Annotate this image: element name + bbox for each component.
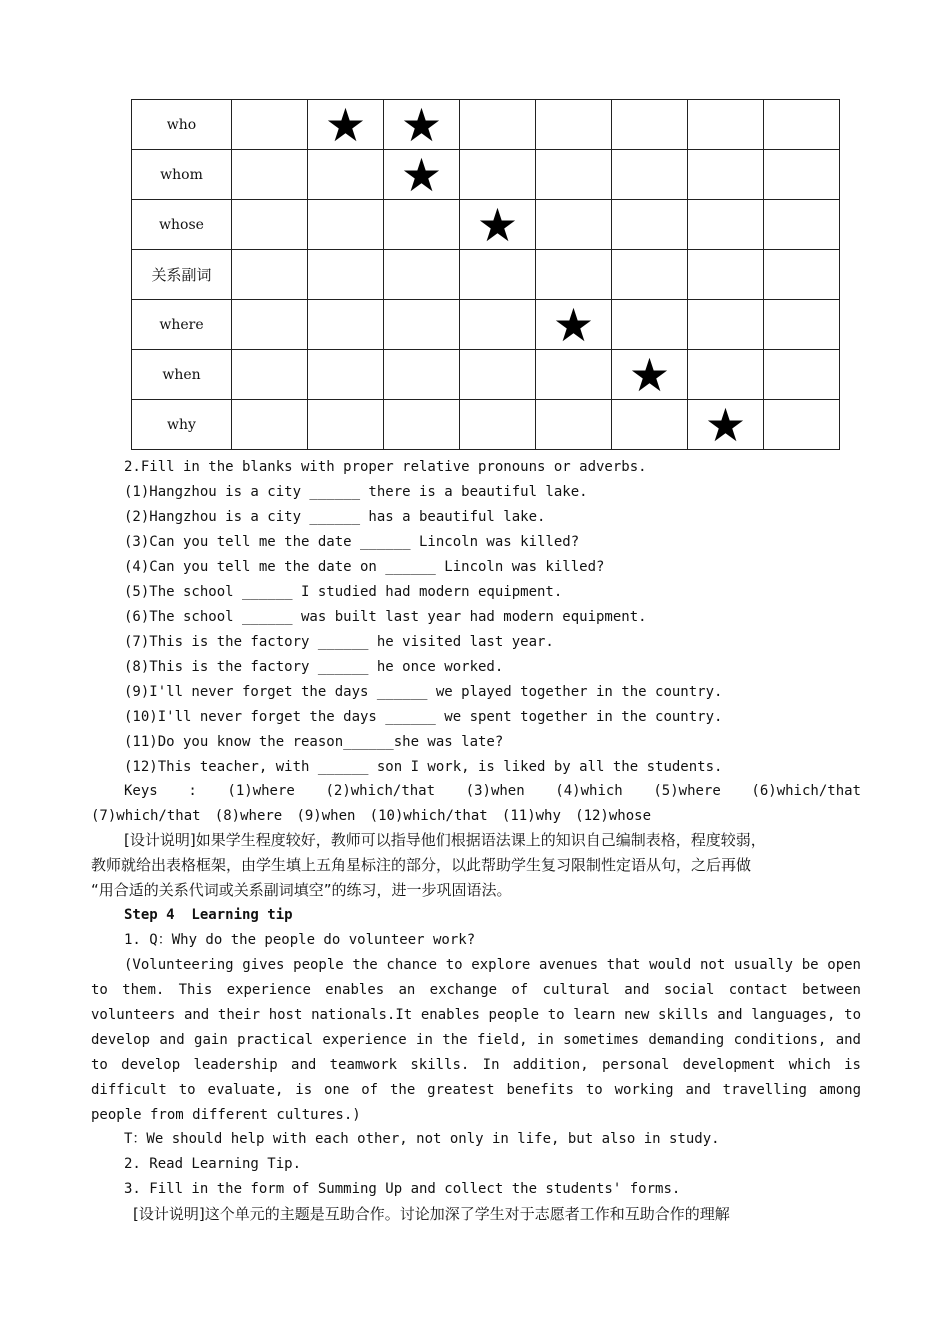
design-note: [设计说明]这个单元的主题是互助合作。讨论加深了学生对于志愿者工作和互助合作的理解 <box>133 1205 730 1223</box>
table-cell <box>612 250 688 300</box>
exercise-item: (9)I'll never forget the days ______ we played together in the country. <box>124 684 723 700</box>
table-cell <box>460 300 536 350</box>
table-cell <box>764 200 840 250</box>
table-cell <box>612 200 688 250</box>
table-cell <box>536 400 612 450</box>
table-cell <box>764 100 840 150</box>
answer-keys-continued: (7)which/that (8)where (9)when (10)which/that (11)why (12)whose <box>91 808 651 824</box>
table-cell <box>308 350 384 400</box>
table-cell <box>308 97 384 152</box>
star-icon: ★ <box>704 397 747 452</box>
table-row <box>132 400 840 450</box>
table-row <box>132 100 840 150</box>
answer-paragraph-line: to them. This experience enables an exchange of cultural and social contact between <box>91 982 861 998</box>
table-cell <box>688 200 764 250</box>
table-row <box>132 250 840 300</box>
design-note: “用合适的关系代词或关系副词填空”的练习，进一步巩固语法。 <box>91 881 512 899</box>
star-icon: ★ <box>400 97 443 152</box>
row-label: when <box>132 350 232 400</box>
star-icon: ★ <box>552 297 595 352</box>
table-cell <box>536 150 612 200</box>
table-cell <box>688 250 764 300</box>
table-row <box>132 300 840 350</box>
answer-keys: Keys : (1)where (2)which/that (3)when (4)which (5)where (6)which/that <box>124 783 861 799</box>
exercise-item: (11)Do you know the reason______she was late? <box>124 734 504 750</box>
star-icon: ★ <box>628 347 671 402</box>
table-cell <box>612 100 688 150</box>
table-cell <box>308 400 384 450</box>
table-cell <box>612 347 688 402</box>
table-cell <box>384 400 460 450</box>
table-cell <box>232 300 308 350</box>
answer-paragraph-line: develop and gain practical experience in the field, in sometimes demanding conditions, and <box>91 1032 861 1048</box>
exercise-heading: 2.Fill in the blanks with proper relative pronouns or adverbs. <box>124 459 647 475</box>
table-cell <box>612 400 688 450</box>
table-cell <box>308 300 384 350</box>
table-cell <box>460 197 536 252</box>
table-cell <box>764 350 840 400</box>
table-cell <box>232 250 308 300</box>
exercise-item: (7)This is the factory ______ he visited last year. <box>124 634 554 650</box>
table-cell <box>764 300 840 350</box>
row-label: 关系副词 <box>132 250 232 300</box>
answer-paragraph-line: difficult to evaluate, is one of the greatest benefits to working and travelling among <box>91 1082 861 1098</box>
exercise-item: (1)Hangzhou is a city ______ there is a beautiful lake. <box>124 484 588 500</box>
table-cell <box>460 150 536 200</box>
star-icon: ★ <box>476 197 519 252</box>
step4-question: 1. Q：Why do the people do volunteer work? <box>124 932 476 948</box>
table-cell <box>384 97 460 152</box>
step4-item: 3. Fill in the form of Summing Up and collect the students' forms. <box>124 1181 681 1197</box>
table-cell <box>536 350 612 400</box>
table-cell <box>764 150 840 200</box>
table-cell <box>612 300 688 350</box>
step4-title: Step 4 Learning tip <box>124 907 293 923</box>
answer-paragraph-line: (Volunteering gives people the chance to explore avenues that would not usually be open <box>124 957 861 973</box>
table-cell <box>232 100 308 150</box>
table-cell <box>384 250 460 300</box>
table-row <box>132 350 840 400</box>
table-cell <box>232 400 308 450</box>
row-label: why <box>132 400 232 450</box>
row-label: whom <box>132 150 232 200</box>
table-cell <box>764 250 840 300</box>
table-cell <box>612 150 688 200</box>
star-icon: ★ <box>324 97 367 152</box>
table-row <box>132 150 840 200</box>
exercise-item: (2)Hangzhou is a city ______ has a beautiful lake. <box>124 509 546 525</box>
answer-paragraph-line: people from different cultures.) <box>91 1107 361 1123</box>
row-label: who <box>132 100 232 150</box>
table-cell <box>460 100 536 150</box>
teacher-line: T：We should help with each other, not only in life, but also in study. <box>124 1131 720 1147</box>
table-cell <box>688 100 764 150</box>
table-cell <box>536 100 612 150</box>
table-cell <box>232 150 308 200</box>
exercise-item: (5)The school ______ I studied had modern equipment. <box>124 584 563 600</box>
design-note: 教师就给出表格框架，由学生填上五角星标注的部分，以此帮助学生复习限制性定语从句，之后再做 <box>91 856 752 874</box>
table-cell <box>308 200 384 250</box>
table-cell <box>536 200 612 250</box>
table-cell <box>460 400 536 450</box>
table-cell <box>384 147 460 202</box>
table-cell <box>688 150 764 200</box>
table-cell <box>308 150 384 200</box>
table-row <box>132 200 840 250</box>
exercise-item: (3)Can you tell me the date ______ Lincoln was killed? <box>124 534 580 550</box>
row-label: whose <box>132 200 232 250</box>
table-cell <box>688 350 764 400</box>
table-cell <box>384 300 460 350</box>
row-label: where <box>132 300 232 350</box>
table-cell <box>536 250 612 300</box>
table-cell <box>688 397 764 452</box>
exercise-item: (8)This is the factory ______ he once worked. <box>124 659 504 675</box>
table-cell <box>688 300 764 350</box>
exercise-item: (10)I'll never forget the days ______ we spent together in the country. <box>124 709 723 725</box>
step4-item: 2. Read Learning Tip. <box>124 1156 302 1172</box>
exercise-item: (12)This teacher, with ______ son I work, is liked by all the students. <box>124 759 723 775</box>
design-note: [设计说明]如果学生程度较好，教师可以指导他们根据语法课上的知识自己编制表格，程度较弱， <box>124 831 766 849</box>
exercise-item: (4)Can you tell me the date on ______ Lincoln was killed? <box>124 559 605 575</box>
answer-paragraph-line: volunteers and their host nationals.It enables people to learn new skills and languages, to <box>91 1007 861 1023</box>
table-cell <box>232 350 308 400</box>
star-icon: ★ <box>400 147 443 202</box>
table-cell <box>308 250 384 300</box>
relative-words-table <box>131 99 840 450</box>
table-cell <box>460 250 536 300</box>
exercise-item: (6)The school ______ was built last year had modern equipment. <box>124 609 647 625</box>
table-cell <box>536 297 612 352</box>
table-cell <box>764 400 840 450</box>
table-cell <box>384 200 460 250</box>
table-cell <box>232 200 308 250</box>
table-cell <box>460 350 536 400</box>
answer-paragraph-line: to develop leadership and teamwork skills. In addition, personal development which is <box>91 1057 861 1073</box>
table-cell <box>384 350 460 400</box>
